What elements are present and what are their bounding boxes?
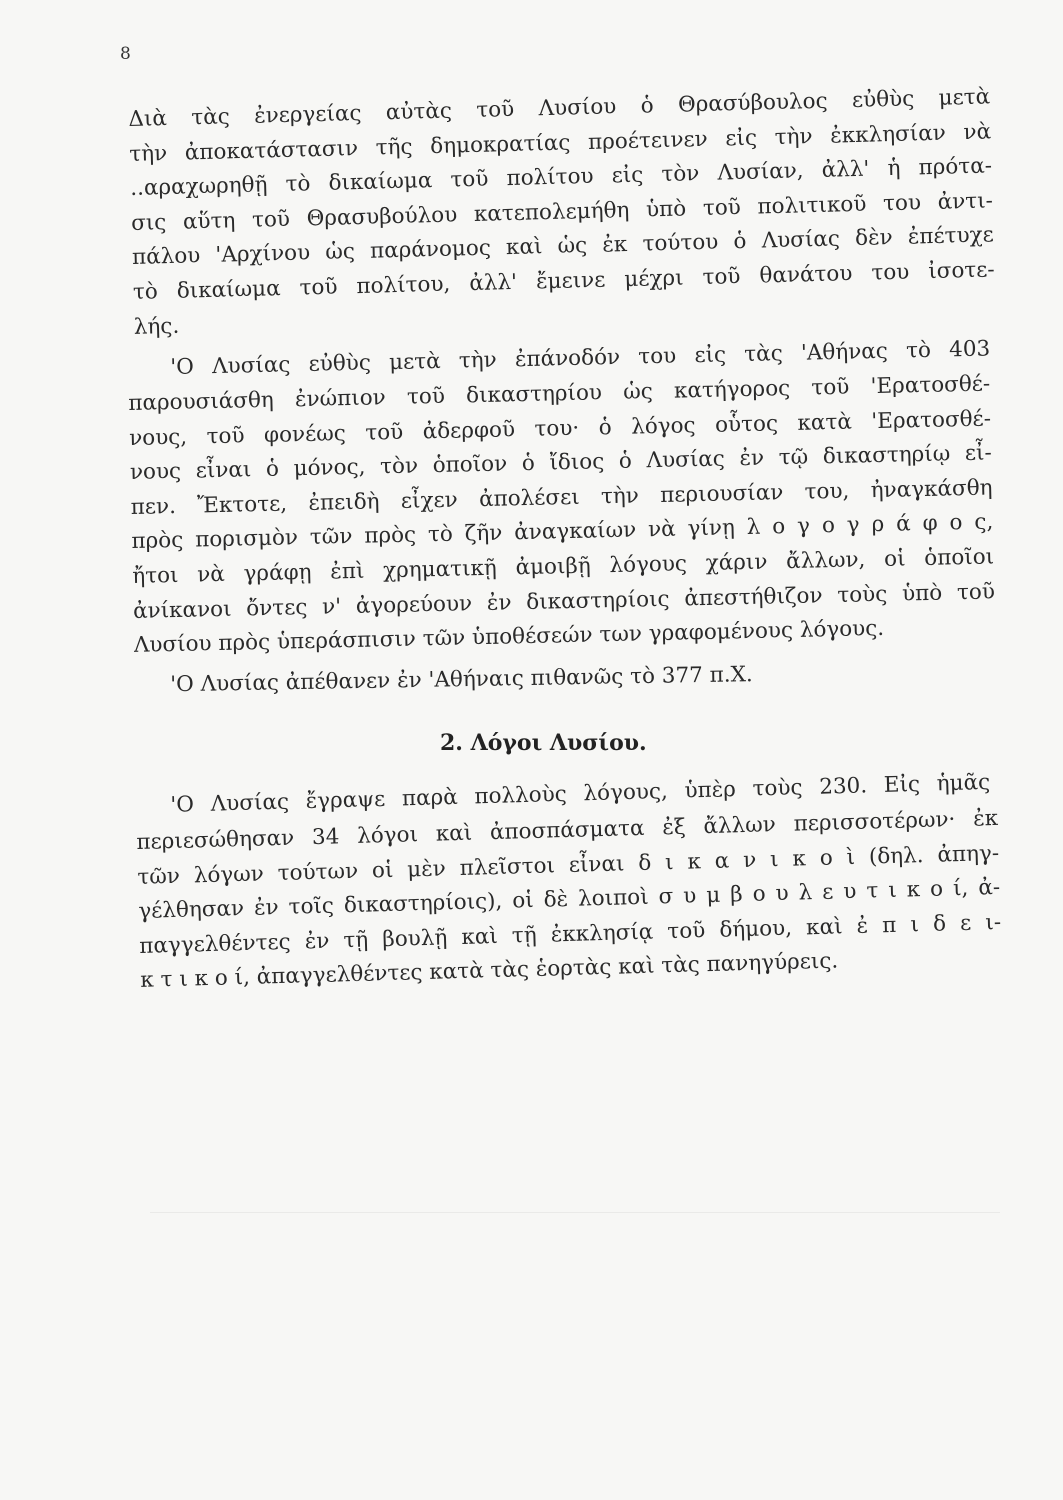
text-line: νους, τοῦ φονέως τοῦ ἀδερφοῦ του· ὁ λόγος οὗτος κατὰ 'Ερατοσθέ- xyxy=(128,406,992,451)
section-heading: 2. Λόγοι Λυσίου. xyxy=(440,730,647,756)
page-number: 8 xyxy=(120,44,131,64)
text-line: ἀνίκανοι ὄντες ν' ἀγορεύουν ἐν δικαστηρίοις ἀπεστήθιζον τοὺς ὑπὸ τοῦ xyxy=(132,578,996,624)
text-line: τὴν ἀποκατάστασιν τῆς δημοκρατίας προέτεινεν εἰς τὴν ἐκκλησίαν νὰ xyxy=(129,119,992,167)
paragraph-1 xyxy=(128,80,996,345)
text-line: παρουσιάσθη ἐνώπιον τοῦ δικαστηρίου ὡς κατήγορος τοῦ 'Ερατοσθέ- xyxy=(128,371,991,416)
text-line: 'Ο Λυσίας ἔγραψε παρὰ πολλοὺς λόγους, ὑπὲρ τοὺς 230. Εἰς ἡμᾶς xyxy=(170,769,991,818)
text-line: ..αραχωρηθῇ τὸ δικαίωμα τοῦ πολίτου εἰς τὸν Λυσίαν, ἀλλ' ἡ πρότα- xyxy=(129,153,993,202)
text-line: πάλου 'Αρχίνου ὡς παράνομος καὶ ὡς ἐκ τούτου ὁ Λυσίας δὲν ἐπέτυχε xyxy=(131,222,995,271)
text-line: 'Ο Λυσίας ἀπέθανεν ἐν 'Αθήναις πιθανῶς τὸ 377 π.Χ. xyxy=(170,662,754,698)
paragraph-2-body xyxy=(128,367,996,663)
text-line: τὸ δικαίωμα τοῦ πολίτου, ἀλλ' ἔμεινε μέχρι τοῦ θανάτου του ἰσοτε- xyxy=(132,257,995,305)
text-line: 'Ο Λυσίας εὐθὺς μετὰ τὴν ἐπάνοδόν του εἰς τὰς 'Αθήνας τὸ 403 xyxy=(170,336,991,381)
text-line: Διὰ τὰς ἐνεργείας αὐτὰς τοῦ Λυσίου ὁ Θρασύβουλος εὐθὺς μετὰ xyxy=(128,84,991,132)
text-line: Λυσίου πρὸς ὑπεράσπισιν τῶν ὑποθέσεών των γραφομένους λόγους. xyxy=(133,616,885,659)
text-line: νους εἶναι ὁ μόνος, τὸν ὁποῖον ὁ ἴδιος ὁ Λυσίας ἐν τῷ δικαστηρίῳ εἶ- xyxy=(129,440,993,486)
show-through-rule xyxy=(150,1212,1000,1213)
text-line: σις αὕτη τοῦ Θρασυβούλου κατεπολεμήθη ὑπὸ τοῦ πολιτικοῦ του ἀντι- xyxy=(130,188,994,236)
text-line: γέλθησαν ἐν τοῖς δικαστηρίοις), οἱ δὲ λοιποὶ σ υ μ β ο υ λ ε υ τ ι κ ο ί, ἀ- xyxy=(138,875,1001,925)
text-line: περιεσώθησαν 34 λόγοι καὶ ἀποσπάσματα ἐξ ἄλλων περισσοτέρων· ἐκ xyxy=(136,805,999,855)
text-line: πρὸς πορισμὸν τῶν πρὸς τὸ ζῆν ἀναγκαίων νὰ γίνῃ λ ο γ ο γ ρ ά φ ο ς, xyxy=(131,509,994,555)
text-line: παγγελθέντες ἐν τῇ βουλῇ καὶ τῇ ἐκκλησίᾳ τοῦ δήμου, καὶ ἐ π ι δ ε ι- xyxy=(139,909,1002,959)
text-line: ἤτοι νὰ γράφῃ ἐπὶ χρηματικῇ ἀμοιβῇ λόγους χάριν ἄλλων, οἱ ὁποῖοι xyxy=(132,544,995,589)
text-line: πεν. Ἔκτοτε, ἐπειδὴ εἶχεν ἀπολέσει τὴν περιουσίαν του, ἠναγκάσθη xyxy=(130,475,993,520)
text-line: λής. xyxy=(133,313,180,340)
text-line: κ τ ι κ ο ί, ἀπαγγελθέντες κατὰ τὰς ἑορτὰς καὶ τὰς πανηγύρεις. xyxy=(139,948,839,994)
text-line: τῶν λόγων τούτων οἱ μὲν πλεῖστοι εἶναι δ ι κ α ν ι κ ο ὶ (δηλ. ἀπηγ- xyxy=(137,840,1000,890)
paragraph-4-body xyxy=(136,802,1002,999)
